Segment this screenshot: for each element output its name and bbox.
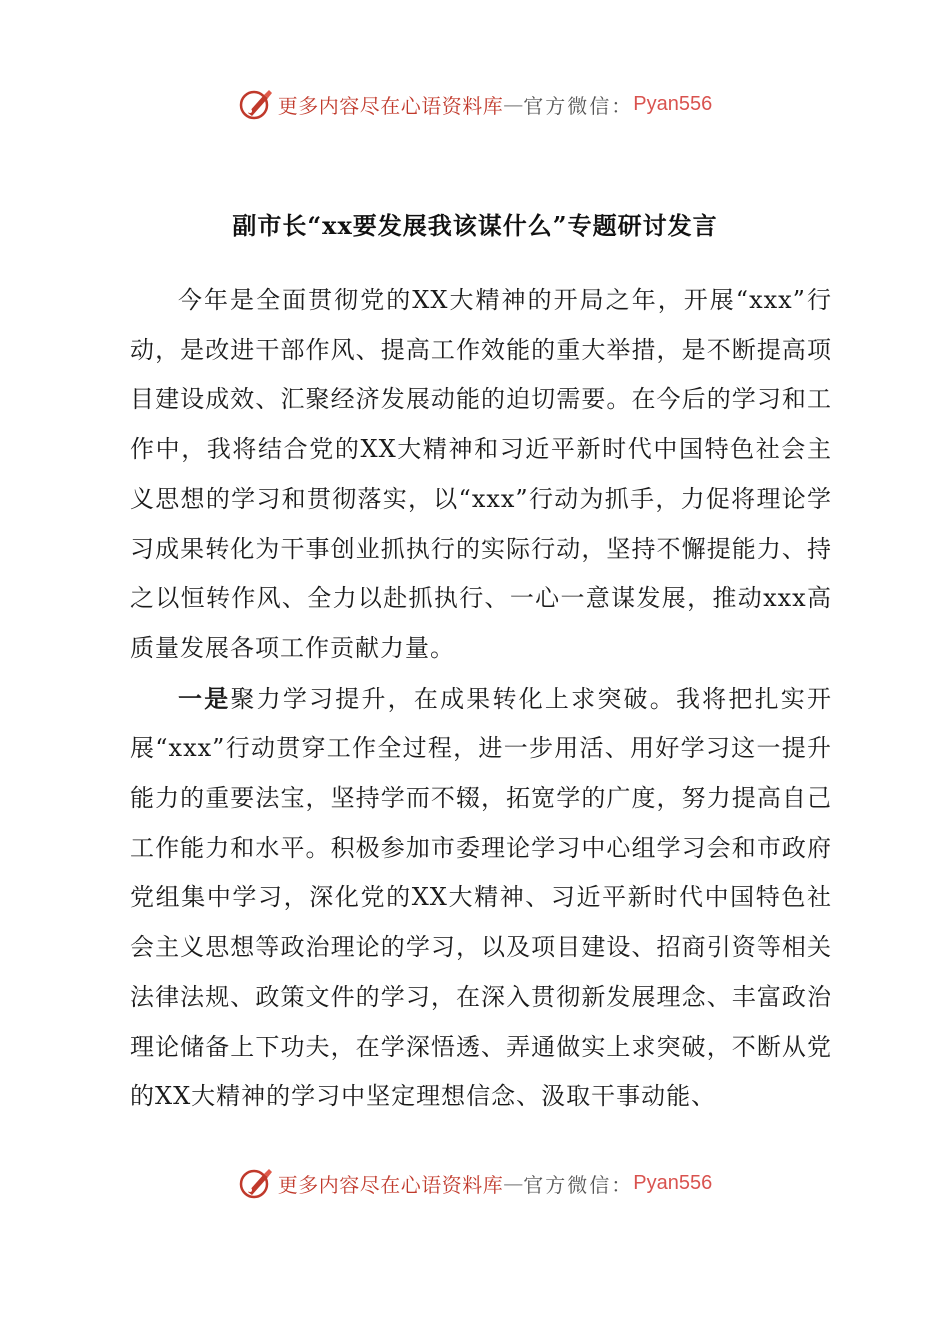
- banner-slogan: 更多内容尽在心语资料库: [277, 1172, 504, 1197]
- pen-logo-icon: [238, 1165, 274, 1201]
- paragraph-lead: 一是: [178, 683, 231, 713]
- document-body: [130, 276, 832, 1122]
- banner-slogan: 更多内容尽在心语资料库: [277, 93, 504, 118]
- paragraph-text: 聚力学习提升，在成果转化上求突破。我将把扎实开展“xxx”行动贯穿工作全过程，进一步用活、用好学习这一提升能力的重要法宝，坚持学而不辍，拓宽学的广度，努力提高自己工作能力和水平。积极参加市委理论学习中心组学习会和市政府党组集中学习，深化党的XX大精神、习近平新时代中国特色社会主义思想等政治理论的学习，以及项目建设、招商引资等相关法律法规、政策文件的学习，在深入贯彻新发展理念、丰富政治理论储备上下功夫，在学深悟透、弄通做实上求突破，不断从党的XX大精神的学习中坚定理想信念、汲取干事动能、: [130, 684, 833, 1111]
- paragraph: [130, 674, 832, 1122]
- document-title: 副市长“xx要发展我该谋什么”专题研讨发言: [232, 211, 718, 240]
- footer-banner: [0, 1163, 950, 1203]
- header-banner: [0, 84, 950, 124]
- banner-wechat-label: 官方微信：: [523, 93, 634, 118]
- banner-wechat-id: Pyan556: [633, 92, 713, 115]
- pen-logo-icon: [238, 86, 274, 122]
- banner-wechat-id: Pyan556: [633, 1171, 713, 1194]
- paragraph: 今年是全面贯彻党的XX大精神的开局之年，开展“xxx”行动，是改进干部作风、提高工作效能的重大举措，是不断提高项目建设成效、汇聚经济发展动能的迫切需要。在今后的学习和工作中，我将结合党的XX大精神和习近平新时代中国特色社会主义思想的学习和贯彻落实，以“xxx”行动为抓手，力促将理论学习成果转化为干事创业抓执行的实际行动，坚持不懈提能力、持之以恒转作风、全力以赴抓执行、一心一意谋发展，推动xxx高质量发展各项工作贡献力量。: [130, 286, 832, 662]
- banner-separator: —: [503, 92, 524, 116]
- banner-separator: —: [503, 1171, 524, 1195]
- banner-wechat-label: 官方微信：: [523, 1172, 634, 1197]
